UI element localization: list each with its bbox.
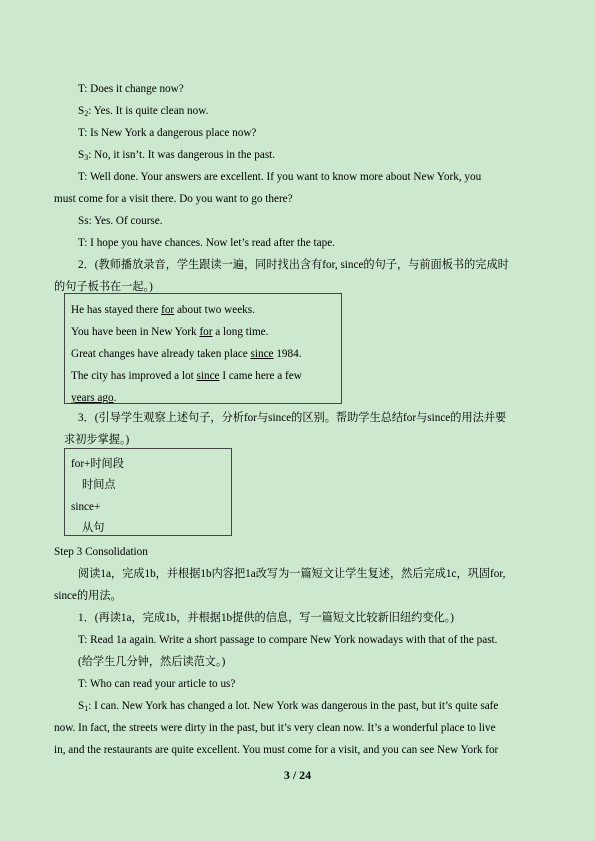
box-item: for+时间段: [71, 458, 124, 470]
text-line: 1．(再读1a，完成1b，并根据1b提供的信息，写一篇短文比较新旧纽约变化。): [78, 612, 455, 624]
text-line: $S_1$: I can. New York has changed a lot. New York was dangerous in the past, but it’s quite safe: [78, 700, 499, 713]
text-line: T: Does it change now?: [78, 83, 184, 95]
text-line: T: Well done. Your answers are excellent. If you want to know more about New York, you: [78, 171, 482, 183]
text-line: T: Read 1a again. Write a short passage to compare New York nowadays with that of the past.: [78, 634, 498, 646]
text-line: Ss: Yes. Of course.: [78, 215, 163, 227]
text-line: now. In fact, the streets were dirty in the past, but it’s very clean now. It’s a wonderful place to live: [54, 722, 496, 734]
box-item: 时间点: [82, 479, 116, 491]
section-heading: Step 3 Consolidation: [54, 546, 148, 558]
box-item: 从句: [82, 522, 105, 534]
box-sentence: He has stayed there for about two weeks.: [71, 304, 255, 316]
text-line: T: Who can read your article to us?: [78, 678, 236, 690]
text-line: T: I hope you have chances. Now let’s read after the tape.: [78, 237, 335, 249]
page-number: 3 / 24: [283, 768, 312, 782]
box-sentence: You have been in New York for a long time.: [71, 326, 269, 338]
box-item: since+: [71, 501, 101, 513]
box-sentence: years ago.: [71, 392, 117, 404]
text-line: $S_3$: No, it isn’t. It was dangerous in the past.: [78, 149, 276, 162]
text-line: 阅读1a，完成1b，并根据1b内容把1a改写为一篇短文让学生复述，然后完成1c，巩固for,: [78, 568, 506, 580]
text-line: 3．(引导学生观察上述句子，分析for与since的区别。帮助学生总结for与since的用法并要: [78, 412, 507, 424]
text-line: must come for a visit there. Do you want to go there?: [54, 193, 293, 205]
text-line: since的用法。: [54, 590, 122, 602]
text-line: 2．(教师播放录音，学生跟读一遍，同时找出含有for, since的句子，与前面板书的完成时: [78, 259, 509, 271]
box-sentence: The city has improved a lot since I came here a few: [71, 370, 302, 382]
text-line: $S_2$: Yes. It is quite clean now.: [78, 105, 209, 118]
text-line: T: Is New York a dangerous place now?: [78, 127, 257, 139]
text-line: in, and the restaurants are quite excellent. You must come for a visit, and you can see New York for: [54, 744, 499, 756]
text-line: (给学生几分钟，然后读范文。): [78, 656, 226, 668]
box-sentence: Great changes have already taken place since 1984.: [71, 348, 302, 360]
text-line: 求初步掌握。): [64, 434, 130, 446]
text-line: 的句子板书在一起。): [54, 281, 153, 293]
